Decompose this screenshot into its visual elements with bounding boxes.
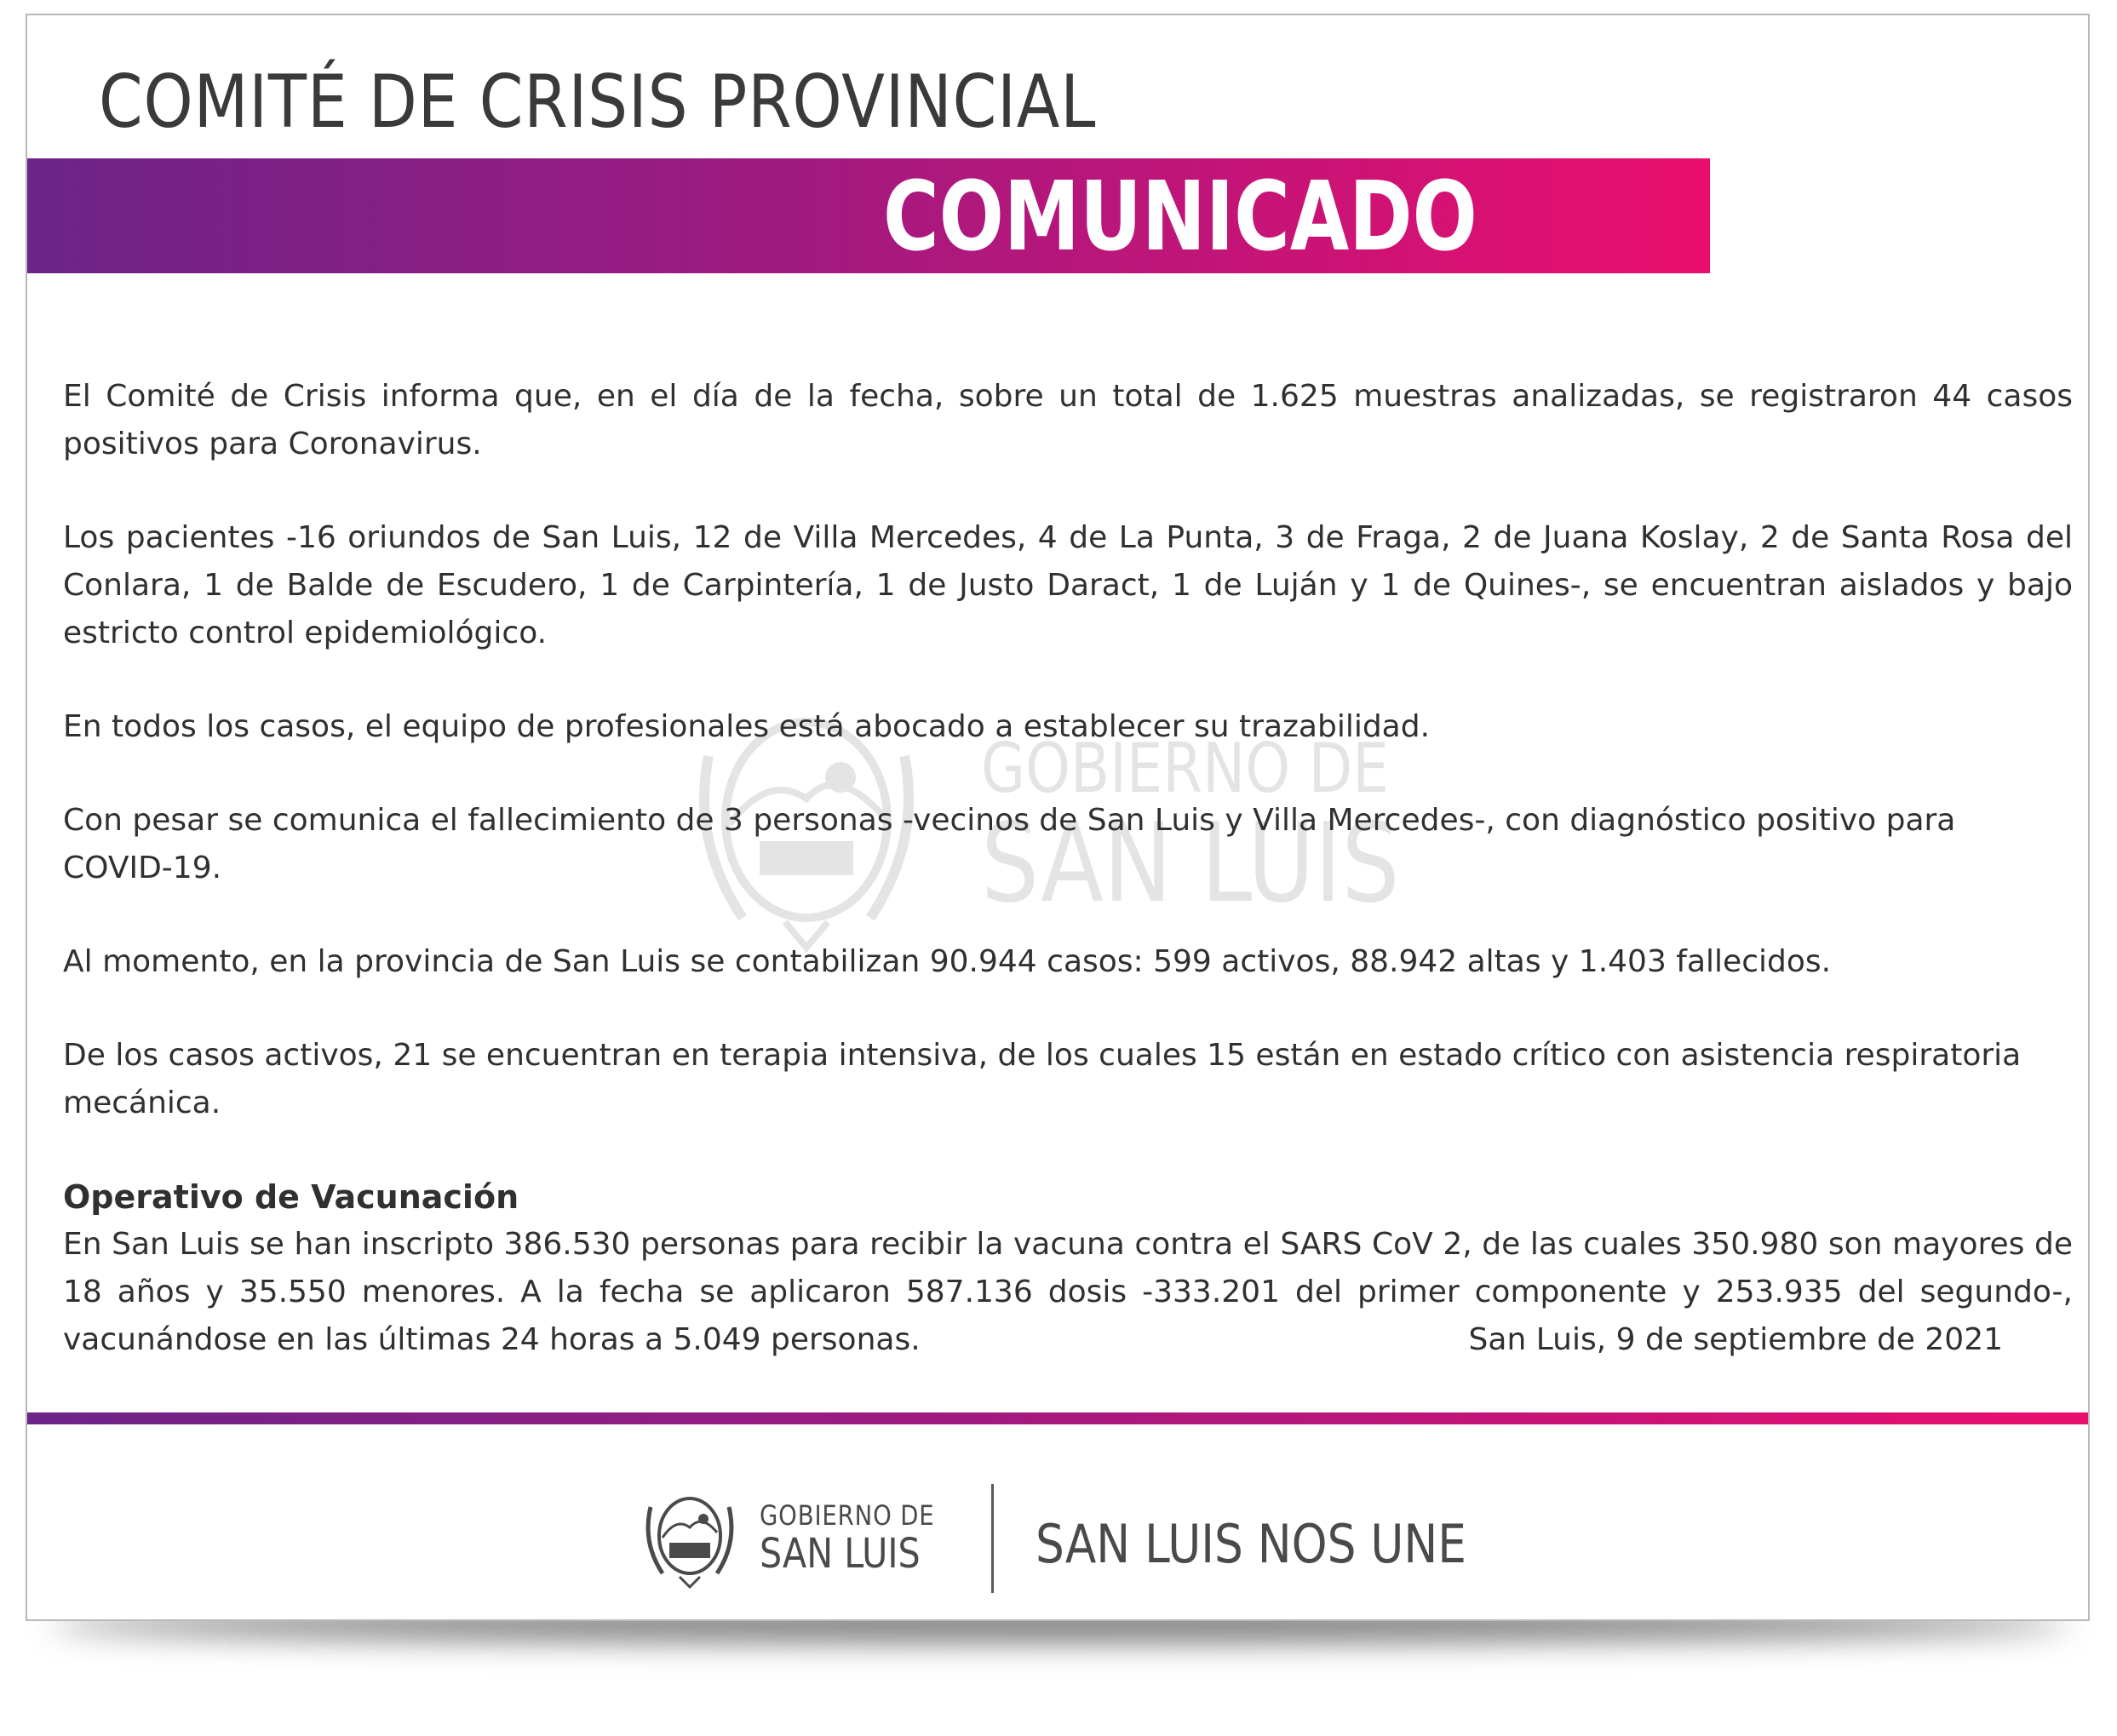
paragraph-deaths: Con pesar se comunica el fallecimiento de 3 personas -vecinos de San Luis y Villa Mercedes-, con diagnóstico positivo para COVID-19. [63,803,1956,885]
banner-title: COMUNICADO [883,162,1477,272]
paragraph-totals: Al momento, en la provincia de San Luis se contabilizan 90.944 casos: 599 activos, 88.942 altas y 1.403 fallecidos. [63,944,1832,979]
body-text [63,373,2073,1364]
footer-slogan: SAN LUIS NOS UNE [1036,1513,1467,1575]
paragraph-patients: Los pacientes -16 oriundos de San Luis, 12 de Villa Mercedes, 4 de La Punta, 3 de Fraga, 2 de Juana Koslay, 2 de Santa Rosa del Conlara, 1 de Balde de Escudero, 1 de Carpintería, 1 de Justo Daract, 1 de Luján y 1 de Quines-, se encuentran aislados y bajo estricto control epidemiológico. [63,520,2073,650]
watermark-line2: SAN LUIS [981,800,1400,927]
paragraph-traceability: En todos los casos, el equipo de profesionales está abocado a establecer su trazabilidad. [63,709,1431,744]
vaccination-heading: Operativo de Vacunación [63,1178,519,1216]
date-line: San Luis, 9 de septiembre de 2021 [1468,1322,2003,1357]
footer-gradient-bar [27,1412,2088,1424]
watermark-line1: GOBIERNO DE [981,729,1389,808]
footer [27,1424,2088,1619]
paragraph-tests: El Comité de Crisis informa que, en el día de la fecha, sobre un total de 1.625 muestras analizadas, se registraron 44 casos positivos para Coronavirus. [63,379,2073,461]
footer-government-line2: SAN LUIS [760,1530,921,1578]
banner [27,158,1710,273]
paragraph-vaccination: En San Luis se han inscripto 386.530 personas para recibir la vacuna contra el SARS CoV 2, de las cuales 350.980 son mayores de 18 años y 35.550 menores. A la fecha se aplicaron 587.136 dosis -333.201 del primer componente y 253.935 del segundo-, vacunándose en las últimas 24 horas a 5.049 personas. [63,1227,2073,1357]
press-release-card [26,14,2090,1621]
header-title: COMITÉ DE CRISIS PROVINCIAL [99,60,1097,145]
coat-of-arms-icon [642,1488,737,1590]
footer-divider [991,1484,994,1593]
footer-government-line1: GOBIERNO DE [760,1499,935,1532]
paragraph-intensive-care: De los casos activos, 21 se encuentran en terapia intensiva, de los cuales 15 están en estado crítico con asistencia respiratoria mecánica. [63,1038,2022,1120]
